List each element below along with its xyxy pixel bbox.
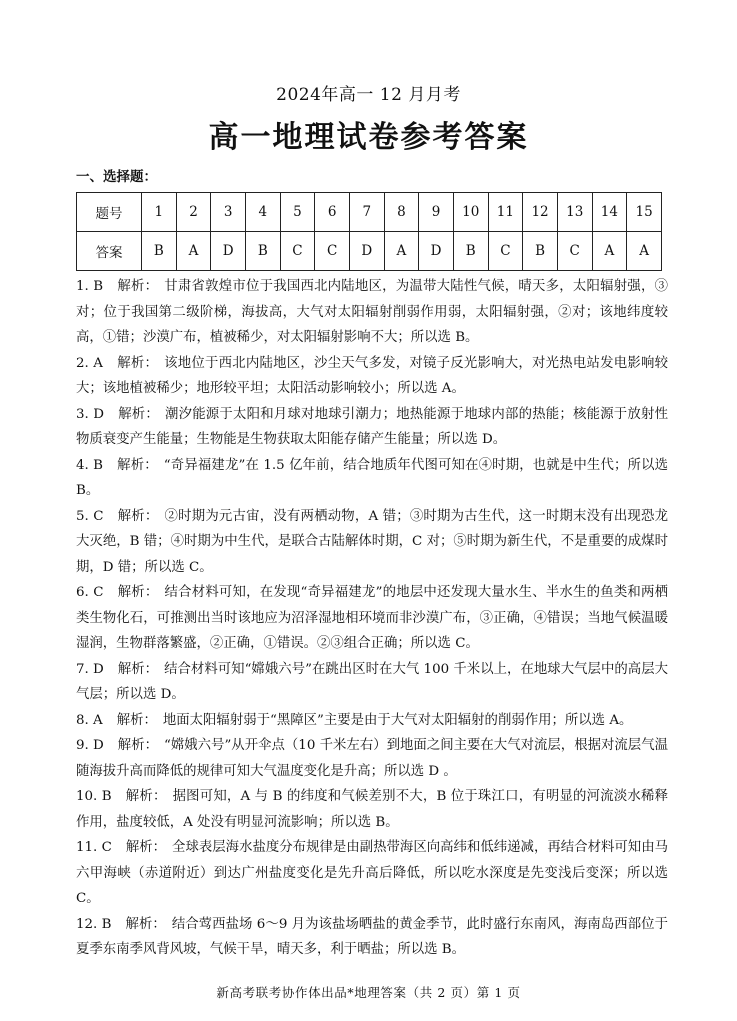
analysis-label: 解析： bbox=[117, 279, 159, 294]
explanation-number: 1. B bbox=[76, 279, 104, 294]
answer-row bbox=[77, 232, 662, 271]
page-footer: 新高考联考协作体出品*地理答案（共 2 页）第 1 页 bbox=[216, 985, 521, 1000]
question-number-cell: 10 bbox=[453, 193, 488, 232]
explanation-number: 7. D bbox=[76, 661, 104, 677]
explanation-item bbox=[76, 504, 668, 581]
question-number-cell: 9 bbox=[419, 193, 454, 232]
analysis-label: 解析： bbox=[117, 508, 159, 524]
answer-cell: B bbox=[453, 232, 488, 271]
explanation-text: 据图可知，A 与 B 的纬度和气候差别不大，B 位于珠江口，有明显的河流淡水稀释作用，盐度较低，A 处没有明显河流影响；所以选 B。 bbox=[76, 789, 668, 830]
explanation-item bbox=[76, 784, 668, 835]
question-number-cell: 6 bbox=[315, 193, 350, 232]
question-number-cell: 7 bbox=[349, 193, 384, 232]
analysis-label: 解析： bbox=[117, 585, 159, 600]
explanation-number: 2. A bbox=[76, 355, 103, 371]
analysis-label: 解析： bbox=[117, 457, 158, 473]
answer-cell: B bbox=[245, 232, 280, 271]
answer-cell: D bbox=[211, 232, 246, 271]
answer-label: 答案 bbox=[77, 232, 142, 271]
question-number-cell: 1 bbox=[142, 193, 177, 232]
explanation-text: 甘肃省敦煌市位于我国西北内陆地区，为温带大陆性气候，晴天多，太阳辐射强，③对；位于我国第二级阶梯，海拔高，大气对太阳辐射削弱作用弱，太阳辐射强，②对；该地纬度较高，①错；沙漠广布，植被稀少，对太阳辐射影响不大；所以选 B。 bbox=[76, 279, 669, 345]
answer-cell: B bbox=[142, 232, 177, 271]
explanation-number: 9. D bbox=[76, 738, 104, 753]
explanation-item bbox=[76, 580, 668, 657]
explanation-text: 全球表层海水盐度分布规律是由副热带海区向高纬和低纬递减，再结合材料可知由马六甲海峡（赤道附近）到达广州盐度变化是先升高后降低，所以吃水深度是先变浅后变深；所以选 C。 bbox=[76, 840, 668, 906]
question-number-cell: 14 bbox=[592, 193, 627, 232]
question-number-cell: 4 bbox=[245, 193, 280, 232]
explanation-number: 11. C bbox=[76, 840, 112, 855]
explanation-text: 该地位于西北内陆地区，沙尘天气多发，对镜子反光影响大，对光热电站发电影响较大；该地植被稀少；地形较平坦；太阳活动影响较小；所以选 A。 bbox=[76, 355, 669, 396]
question-number-cell: 5 bbox=[280, 193, 315, 232]
analysis-label: 解析： bbox=[117, 661, 159, 677]
question-number-cell: 8 bbox=[384, 193, 419, 232]
question-number-cell: 3 bbox=[211, 193, 246, 232]
question-number-label: 题号 bbox=[77, 193, 142, 232]
explanation-number: 5. C bbox=[76, 508, 104, 524]
question-number-cell: 13 bbox=[557, 193, 592, 232]
exam-title: 高一地理试卷参考答案 bbox=[208, 120, 529, 155]
explanation-item bbox=[76, 402, 668, 453]
answer-cell: D bbox=[419, 232, 454, 271]
answer-cell: A bbox=[627, 232, 662, 271]
analysis-label: 解析： bbox=[117, 738, 158, 753]
explanation-number: 10. B bbox=[76, 789, 112, 804]
explanation-text: 结合材料可知“嫦娥六号”在跳出区时在大气 100 千米以上，在地球大气层中的高层大气层；所以选 D。 bbox=[76, 661, 669, 702]
answer-cell: C bbox=[557, 232, 592, 271]
explanation-text: “奇异福建龙”在 1.5 亿年前，结合地质年代图可知在④时期，也就是中生代；所以选 B。 bbox=[76, 457, 669, 498]
explanation-item bbox=[76, 733, 668, 784]
explanation-item bbox=[76, 351, 668, 402]
explanation-item bbox=[76, 657, 668, 708]
answer-cell: C bbox=[280, 232, 315, 271]
explanation-number: 6. C bbox=[76, 585, 104, 600]
analysis-label: 解析： bbox=[116, 712, 157, 728]
answer-cell: A bbox=[592, 232, 627, 271]
answer-cell: A bbox=[384, 232, 419, 271]
explanation-item bbox=[76, 274, 668, 351]
question-number-cell: 2 bbox=[176, 193, 211, 232]
explanation-text: 结合莺西盐场 6～9 月为该盐场晒盐的黄金季节，此时盛行东南风，海南岛西部位于夏季东南季风背风坡，气候干旱，晴天多，利于晒盐；所以选 B。 bbox=[76, 916, 668, 957]
explanation-number: 3. D bbox=[76, 406, 104, 422]
answer-cell: C bbox=[488, 232, 523, 271]
explanation-text: ②时期为元古宙，没有两栖动物，A 错；③时期为古生代，这一时期末没有出现恐龙大灭绝，B 错；④时期为中生代，是联合古陆解体时期，C 对；⑤时期为新生代，不是重要的成煤时期，D 错；所以选 C。 bbox=[76, 508, 669, 575]
analysis-label: 解析： bbox=[125, 840, 167, 855]
answer-table bbox=[76, 192, 662, 271]
explanation-item bbox=[76, 912, 668, 963]
explanation-item bbox=[76, 453, 668, 504]
explanation-list bbox=[76, 274, 668, 963]
answer-cell: A bbox=[176, 232, 211, 271]
analysis-label: 解析： bbox=[125, 916, 166, 932]
answer-cell: B bbox=[523, 232, 558, 271]
explanation-number: 12. B bbox=[76, 916, 112, 932]
analysis-label: 解析： bbox=[116, 355, 159, 371]
explanation-text: “嫦娥六号”从开伞点（10 千米左右）到地面之间主要在大气对流层，根据对流层气温随海拔升高而降低的规律可知大气温度变化是升高；所以选 D 。 bbox=[76, 738, 669, 779]
answer-cell: D bbox=[349, 232, 384, 271]
explanation-item bbox=[76, 835, 668, 912]
explanation-item bbox=[76, 708, 668, 734]
explanation-text: 地面太阳辐射弱于“黑障区”主要是由于大气对太阳辐射的削弱作用；所以选 A。 bbox=[162, 712, 633, 728]
explanation-number: 8. A bbox=[76, 712, 103, 728]
analysis-label: 解析： bbox=[125, 789, 167, 804]
question-number-cell: 15 bbox=[627, 193, 662, 232]
question-number-cell: 11 bbox=[488, 193, 523, 232]
explanation-text: 潮汐能源于太阳和月球对地球引潮力；地热能源于地球内部的热能；核能源于放射性物质衰变产生能量；生物能是生物获取太阳能存储产生能量；所以选 D。 bbox=[76, 406, 668, 447]
explanation-number: 4. B bbox=[76, 457, 104, 473]
section-title: 一、选择题： bbox=[76, 169, 157, 185]
explanation-text: 结合材料可知，在发现“奇异福建龙”的地层中还发现大量水生、半水生的鱼类和两栖类生物化石，可推测出当时该地应为沼泽湿地相环境而非沙漠广布，③正确，④错误；当地气候温暖湿润，生物群落繁盛，②正确，①错误。②③组合正确；所以选 C。 bbox=[76, 585, 669, 651]
exam-subtitle: 2024年高一 12 月月考 bbox=[276, 85, 461, 105]
question-number-cell: 12 bbox=[523, 193, 558, 232]
question-number-row bbox=[77, 193, 662, 232]
answer-cell: C bbox=[315, 232, 350, 271]
analysis-label: 解析： bbox=[117, 406, 159, 422]
